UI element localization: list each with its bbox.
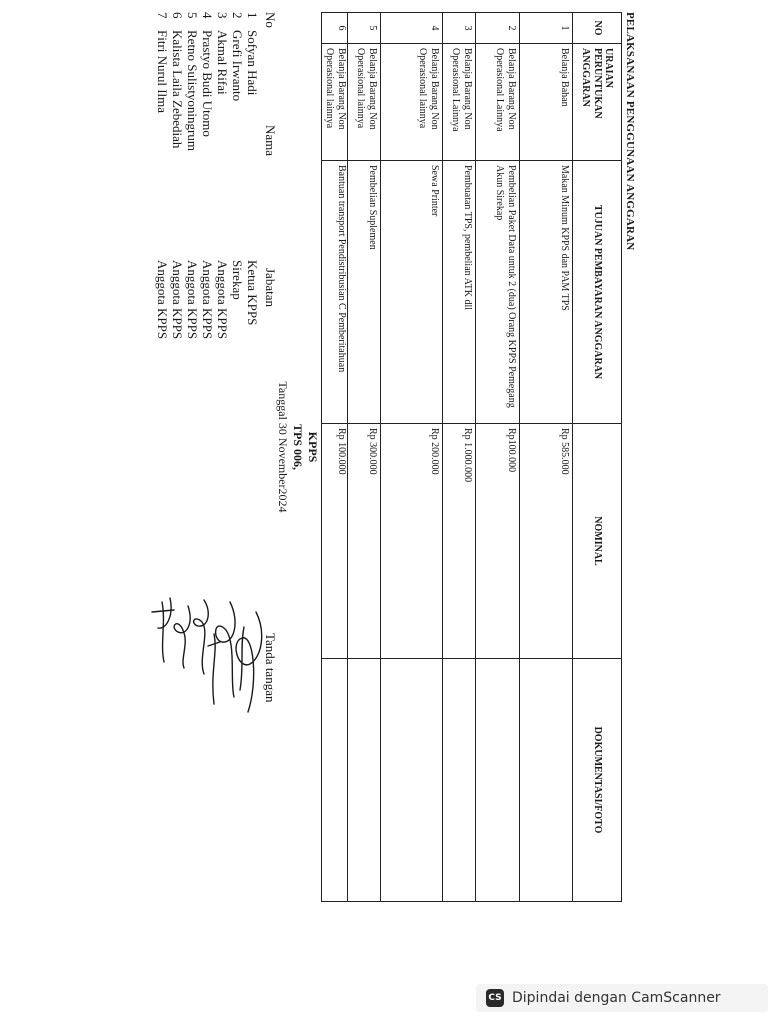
signatory-nama: Prastyo Budi Utomo [200, 30, 215, 137]
table-row [476, 13, 520, 902]
kpps-block [275, 322, 320, 572]
signatory-nama: Kalista Laila Zebediah [170, 30, 185, 149]
signatory-header-nama: Nama [263, 125, 278, 157]
header-no: NO [573, 13, 622, 44]
row-uraian: Belanja Barang Non Operasional Lainnya [443, 44, 476, 161]
table-row [322, 13, 348, 902]
signatory-header [262, 12, 278, 912]
row-uraian: Belanja Barang Non Operasional lainnya [322, 44, 348, 161]
row-tujuan: Makan Minum KPPS dan PAM TPS [520, 161, 573, 424]
row-no: 1 [520, 13, 573, 44]
row-dokumentasi [520, 659, 573, 902]
scanned-page [10, 12, 640, 912]
signatory-nama: Fitri Nurul Ilma [155, 30, 170, 114]
signatory-jabatan: Anggota KPPS [215, 260, 230, 340]
row-nominal: Rp 300.000 [348, 424, 381, 659]
row-dokumentasi [348, 659, 381, 902]
row-uraian: Belanja Barang Non Operasional Lainnya [476, 44, 520, 161]
row-tujuan: Bantuan transport Pendistribusian C Pemberitahuan [322, 161, 348, 424]
signatory-header-no: No [263, 12, 278, 28]
signatory-jabatan: Anggota KPPS [200, 260, 215, 340]
table-header-row [573, 13, 622, 902]
row-dokumentasi [381, 659, 443, 902]
header-uraian: URAIAN PERUNTUKAN ANGGARAN [573, 44, 622, 161]
signatory-no: 6 [170, 12, 185, 19]
signatory-no: 2 [230, 12, 245, 19]
header-tujuan: TUJUAN PEMBAYARAN ANGGARAN [573, 161, 622, 424]
row-nominal: Rp 100.000 [322, 424, 348, 659]
table-row [443, 13, 476, 902]
row-tujuan: Pembuatan TPS, pembelian ATK dll [443, 161, 476, 424]
signatory-header-ttd: Tanda tangan [263, 633, 278, 703]
signatory-nama: Sofyan Hadi [245, 30, 260, 96]
row-dokumentasi [476, 659, 520, 902]
signatory-nama: Akmal Rifai [215, 30, 230, 95]
row-tujuan: Pembelian Suplemen [348, 161, 381, 424]
signatory-jabatan: Ketua KPPS [245, 260, 260, 326]
kpps-date: Tanggal 30 November2024 [276, 381, 290, 513]
row-uraian: Belanja Bahan [520, 44, 573, 161]
camscanner-label: Dipindai dengan CamScanner [512, 990, 721, 1006]
signatory-header-jabatan: Jabatan [263, 268, 278, 307]
budget-table [321, 12, 622, 902]
header-dokumentasi: DOKUMENTASI/FOTO [573, 659, 622, 902]
table-row [348, 13, 381, 902]
kpps-heading: KPPS [306, 431, 320, 463]
row-no: 5 [348, 13, 381, 44]
row-uraian: Belanja Barang Non Operasional lainnya [381, 44, 443, 161]
signatory-no: 4 [200, 12, 215, 19]
row-no: 2 [476, 13, 520, 44]
row-dokumentasi [443, 659, 476, 902]
row-dokumentasi [322, 659, 348, 902]
kpps-tps: TPS 006, [291, 423, 305, 470]
signatory-no: 7 [155, 12, 170, 19]
row-nominal: Rp 585.000 [520, 424, 573, 659]
signatory-nama: Retno Sulistyoningrum [185, 30, 200, 151]
row-nominal: Rp100.000 [476, 424, 520, 659]
row-no: 6 [322, 13, 348, 44]
table-row [520, 13, 573, 902]
signatory-jabatan: Sirekap [230, 260, 245, 300]
row-uraian: Belanja Barang Non Operasional lainnya [348, 44, 381, 161]
signatory-nama: Grefi Irwanto [230, 30, 245, 102]
header-nominal: NOMINAL [573, 424, 622, 659]
row-tujuan: Sewa Printer [381, 161, 443, 424]
row-nominal: Rp 1.000.000 [443, 424, 476, 659]
row-nominal: Rp 200.000 [381, 424, 443, 659]
row-tujuan: Pembelian Paket Data untuk 2 (dua) Orang KPPS Pemegang Akun Sirekap [476, 161, 520, 424]
signatory-jabatan: Anggota KPPS [155, 260, 170, 340]
camscanner-logo-icon: CS [486, 989, 504, 1007]
signatory-jabatan: Anggota KPPS [185, 260, 200, 340]
signatory-no: 3 [215, 12, 230, 19]
signatory-no: 1 [245, 12, 260, 19]
signatory-no: 5 [185, 12, 200, 19]
camscanner-badge [476, 984, 768, 1012]
row-no: 4 [381, 13, 443, 44]
handwritten-signatures [140, 572, 270, 742]
document-title: PELAKSANAAN PENGGUNAAN ANGGARAN [624, 12, 636, 251]
table-row [381, 13, 443, 902]
signatory-jabatan: Anggota KPPS [170, 260, 185, 340]
row-no: 3 [443, 13, 476, 44]
